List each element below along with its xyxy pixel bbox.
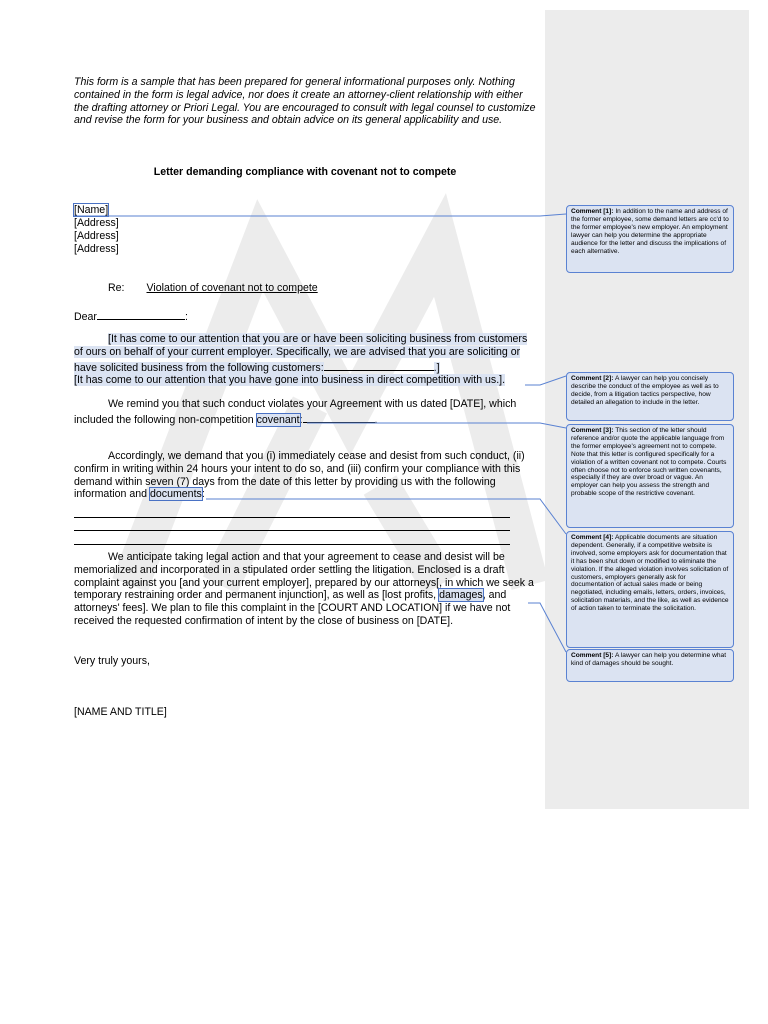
address-line: [Address] (74, 230, 119, 242)
paragraph-covenant (74, 398, 534, 427)
comment-text: This section of the letter should reference and/or quote the applicable language from the former employee's agreement not to compete. Note that this letter is configured specifically for a violation of a written covenant not to compete. Courts often choose not to enforce such written covenants, especially if they are over broad or vague. An employer can help you assess the strength and probable scope of the restrictive covenant. (571, 427, 727, 498)
comment-text: A lawyer can help you concisely describe the conduct of the employee as well as to decide, from a litigation tactics perspective, how detailed an allegation to include in the letter. (571, 375, 719, 406)
option-b-text[interactable]: [It has come to our attention that you have gone into business in direct competition with us.]. (74, 374, 506, 387)
paragraph-legal-action (74, 551, 534, 628)
re-label: Re: (108, 282, 125, 294)
comment-text: In addition to the name and address of the former employee, some demand letters are cc'd to the former employee's new employer. An employment lawyer can help you determine the appropriate audience for the letter and discuss the implications of each alternative. (571, 208, 729, 255)
legal-action-text: We anticipate taking legal action and that your agreement to cease and desist will be memorialized and incorporated in a stipulated order settling the litigation. Enclosed is a draft complaint against you [and your current employer], prepared by our attorneys[, in which we seek a temporary restraining order and permanent injunction], as well as [lost profits, (74, 551, 534, 602)
salutation-dear: Dear (74, 311, 97, 323)
damages-anchor[interactable]: damages (439, 589, 483, 602)
re-subject: Violation of covenant not to compete (146, 282, 318, 294)
fill-line[interactable] (74, 531, 510, 545)
legal-action-text-end: , and attorneys' fees]. We plan to file this complaint in the [COURT AND LOCATION] if we have not received the requested confirmation of intent by the close of business on [DATE]. (74, 589, 511, 627)
documents-fill-lines[interactable] (74, 504, 510, 545)
re-line (108, 282, 318, 295)
comment-label: Comment [2]: (571, 375, 614, 382)
paragraph-demand (74, 450, 534, 501)
demand-text: Accordingly, we demand that you (i) immediately cease and desist from such conduct, (ii) confirm in writing within 24 hours your intent to do so, and (iii) confirm your compliance with this demand within seven (7) days from the date of this letter by providing us with the following information and (74, 450, 525, 501)
covenant-end: . (374, 413, 378, 426)
documents-colon: : (201, 488, 205, 501)
closing: Very truly yours, (74, 655, 150, 667)
comment-text: A lawyer can help you determine what kind of damages should be sought. (571, 652, 727, 667)
fill-line[interactable] (74, 518, 510, 532)
address-line: [Address] (74, 243, 119, 255)
comment-balloon[interactable] (566, 531, 734, 648)
comment-balloon[interactable] (566, 424, 734, 528)
signature-block: [NAME AND TITLE] (74, 706, 167, 718)
comment-balloon[interactable] (566, 205, 734, 273)
salutation-colon: : (184, 311, 188, 323)
address-line: [Address] (74, 217, 119, 229)
documents-anchor[interactable]: documents (149, 488, 202, 501)
comment-balloon[interactable] (566, 372, 734, 421)
paragraph-soliciting (74, 333, 534, 387)
comment-label: Comment [5]: (571, 652, 614, 659)
comment-balloon[interactable] (566, 649, 734, 682)
letter-title: Letter demanding compliance with covenant not to compete (153, 166, 457, 178)
customers-blank[interactable] (324, 359, 434, 371)
covenant-blank[interactable] (303, 411, 375, 423)
comment-label: Comment [1]: (571, 208, 614, 215)
fill-line[interactable] (74, 504, 510, 518)
covenant-text: We remind you that such conduct violates your Agreement with us dated [DATE], which included the following non-competition (74, 398, 517, 426)
salutation (74, 308, 188, 324)
recipient-address-block (74, 204, 274, 256)
covenant-anchor[interactable]: covenant (256, 413, 300, 426)
recipient-name[interactable]: [Name] (74, 204, 109, 216)
option-a-text[interactable]: [It has come to our attention that you are or have been soliciting business from customers of ours on behalf of your current employer. Specifically, we are advised that you are soliciting or have solicited business from the following customers: (74, 333, 528, 374)
comment-text: Applicable documents are situation dependent. Generally, if a competitive website is involved, some employers ask for documentation that it has been shut down or modified to eliminate the violation. If the alleged violation involves solicitation of customers, employers generally ask for documentation of actual sales made or being negotiated, including emails, letters, orders, invoices, solicitation materials, and the like, as well as evidence of action taken to terminate the solicitation. (571, 534, 729, 613)
comment-label: Comment [3]: (571, 427, 614, 434)
option-a-end: .] (433, 361, 440, 374)
covenant-colon: : (299, 413, 303, 426)
comment-label: Comment [4]: (571, 534, 614, 541)
salutation-blank[interactable] (97, 308, 185, 320)
disclaimer-text: This form is a sample that has been prepared for general informational purposes only. Nothing contained in the form is legal advice, nor does it create an attorney-client relationship with either the drafting attorney or Priori Legal. You are encouraged to consult with legal counsel to customize and revise the form for your business and obtain advice on its general applicability and use. (74, 76, 536, 127)
